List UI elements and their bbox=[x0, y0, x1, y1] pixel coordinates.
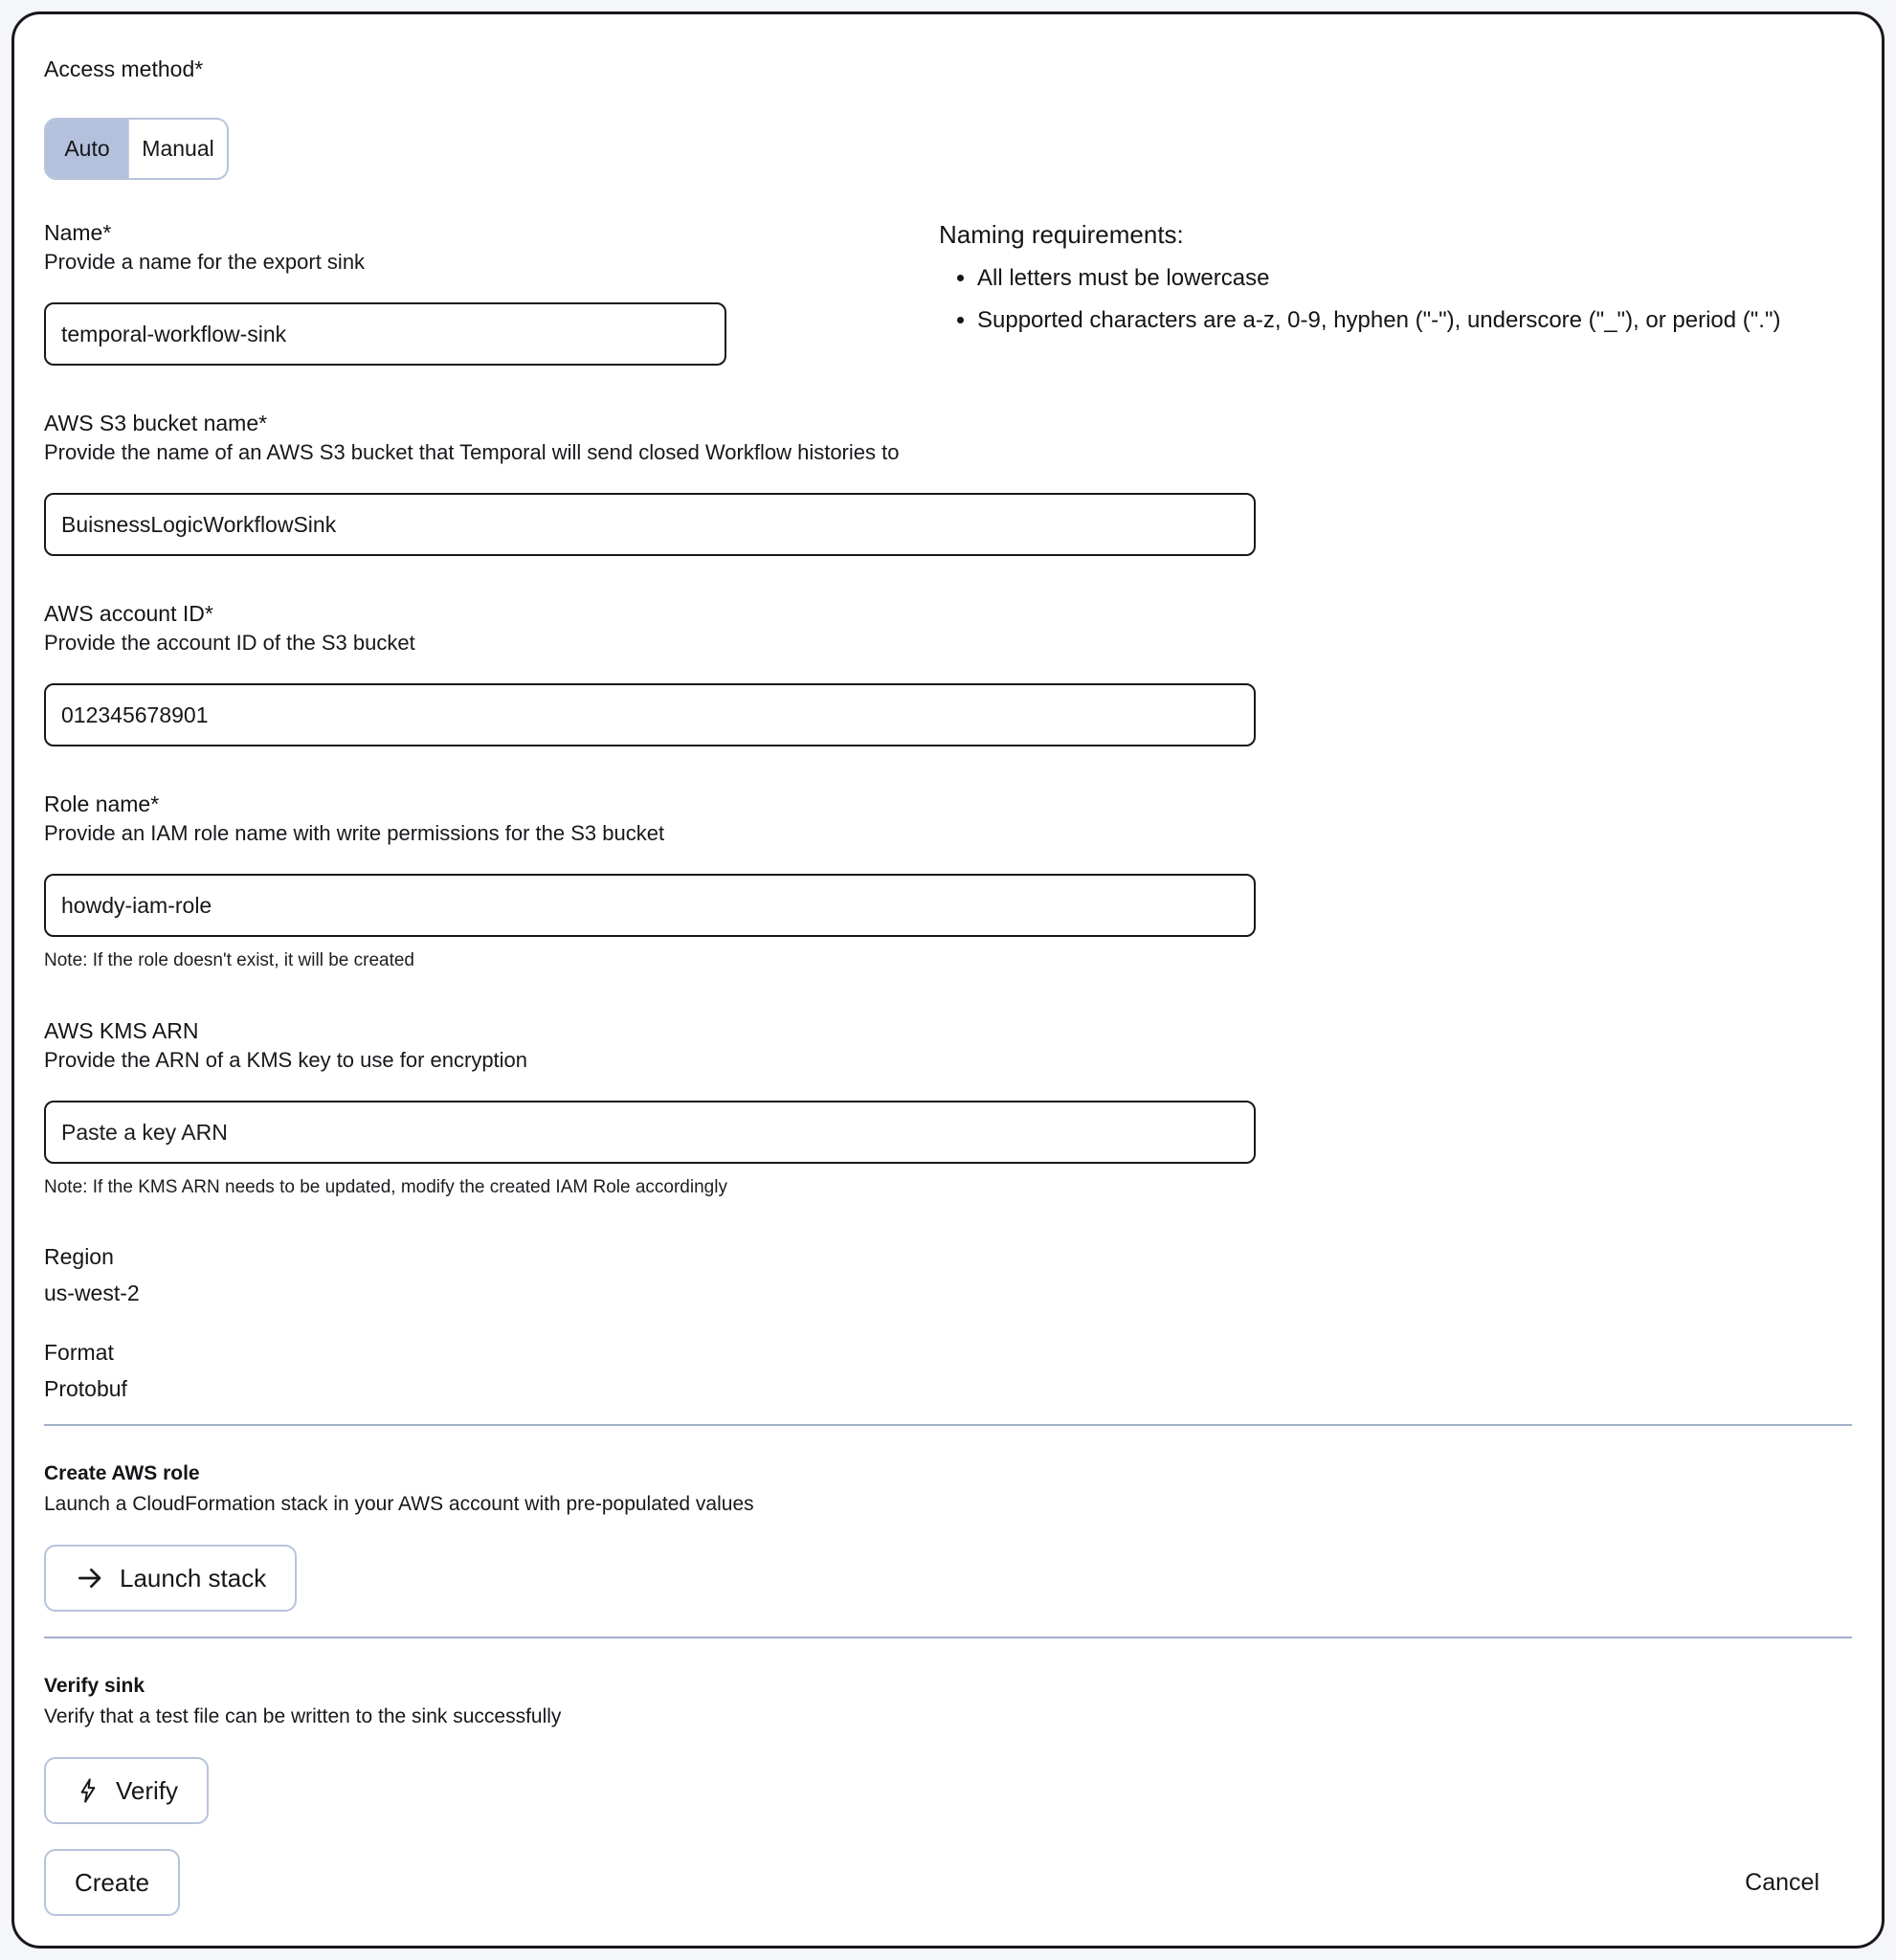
region-label: Region bbox=[44, 1244, 114, 1269]
name-input[interactable] bbox=[44, 302, 726, 366]
region-value: us-west-2 bbox=[44, 1281, 140, 1305]
access-method-option-auto[interactable]: Auto bbox=[46, 120, 128, 178]
region-field bbox=[44, 1242, 1852, 1307]
s3-bucket-description: Provide the name of an AWS S3 bucket that Temporal will send closed Workflow histories to bbox=[44, 440, 900, 464]
naming-requirements-title: Naming requirements: bbox=[939, 220, 1184, 249]
footer-actions bbox=[44, 1849, 1852, 1916]
kms-arn-label: AWS KMS ARN bbox=[44, 1018, 199, 1043]
account-id-description: Provide the account ID of the S3 bucket bbox=[44, 631, 415, 655]
kms-arn-field-group bbox=[44, 1016, 1852, 1200]
role-name-field-group bbox=[44, 790, 1852, 973]
section-divider bbox=[44, 1424, 1852, 1426]
verify-button-label: Verify bbox=[116, 1775, 179, 1805]
role-name-note: Note: If the role doesn't exist, it will be created bbox=[44, 950, 414, 970]
account-id-input[interactable] bbox=[44, 683, 1256, 746]
verify-button[interactable] bbox=[44, 1757, 209, 1824]
s3-bucket-label: AWS S3 bucket name* bbox=[44, 411, 268, 435]
launch-stack-button[interactable] bbox=[44, 1545, 297, 1612]
format-value: Protobuf bbox=[44, 1376, 127, 1401]
kms-arn-input[interactable] bbox=[44, 1101, 1256, 1164]
kms-arn-note: Note: If the KMS ARN needs to be updated, modify the created IAM Role accordingly bbox=[44, 1177, 727, 1197]
naming-requirement-item: • Supported characters are a-z, 0-9, hyphen ("-"), underscore ("_"), or period (".") bbox=[977, 304, 1805, 337]
name-description: Provide a name for the export sink bbox=[44, 250, 366, 274]
role-name-input[interactable] bbox=[44, 874, 1256, 937]
access-method-option-manual[interactable]: Manual bbox=[128, 120, 227, 178]
format-label: Format bbox=[44, 1340, 114, 1365]
naming-requirements bbox=[939, 218, 1805, 346]
launch-stack-button-label: Launch stack bbox=[120, 1563, 267, 1592]
naming-requirements-list bbox=[939, 262, 1805, 337]
naming-requirement-item: • All letters must be lowercase bbox=[977, 262, 1805, 295]
section-divider bbox=[44, 1637, 1852, 1638]
access-method-label: Access method* bbox=[44, 56, 204, 81]
lightning-bolt-icon bbox=[75, 1777, 101, 1804]
s3-bucket-input[interactable] bbox=[44, 493, 1256, 556]
create-aws-role-title: Create AWS role bbox=[44, 1462, 200, 1484]
account-id-field-group bbox=[44, 599, 1852, 746]
create-aws-role-section bbox=[44, 1460, 1852, 1612]
cancel-button[interactable]: Cancel bbox=[1741, 1860, 1823, 1906]
export-sink-form-card bbox=[11, 11, 1885, 1949]
access-method-toggle bbox=[44, 118, 229, 180]
create-button[interactable]: Create bbox=[44, 1849, 180, 1916]
verify-sink-description: Verify that a test file can be written to the sink successfully bbox=[44, 1705, 562, 1727]
kms-arn-description: Provide the ARN of a KMS key to use for encryption bbox=[44, 1048, 528, 1072]
role-name-description: Provide an IAM role name with write permissions for the S3 bucket bbox=[44, 821, 665, 845]
format-field bbox=[44, 1338, 1852, 1403]
verify-sink-title: Verify sink bbox=[44, 1675, 145, 1697]
role-name-label: Role name* bbox=[44, 791, 160, 816]
name-field-group bbox=[44, 218, 726, 366]
s3-bucket-field-group bbox=[44, 409, 1852, 556]
create-aws-role-description: Launch a CloudFormation stack in your AWS account with pre-populated values bbox=[44, 1493, 754, 1515]
name-label: Name* bbox=[44, 220, 112, 245]
arrow-right-icon bbox=[75, 1563, 105, 1593]
account-id-label: AWS account ID* bbox=[44, 601, 213, 626]
verify-sink-section bbox=[44, 1673, 1852, 1824]
